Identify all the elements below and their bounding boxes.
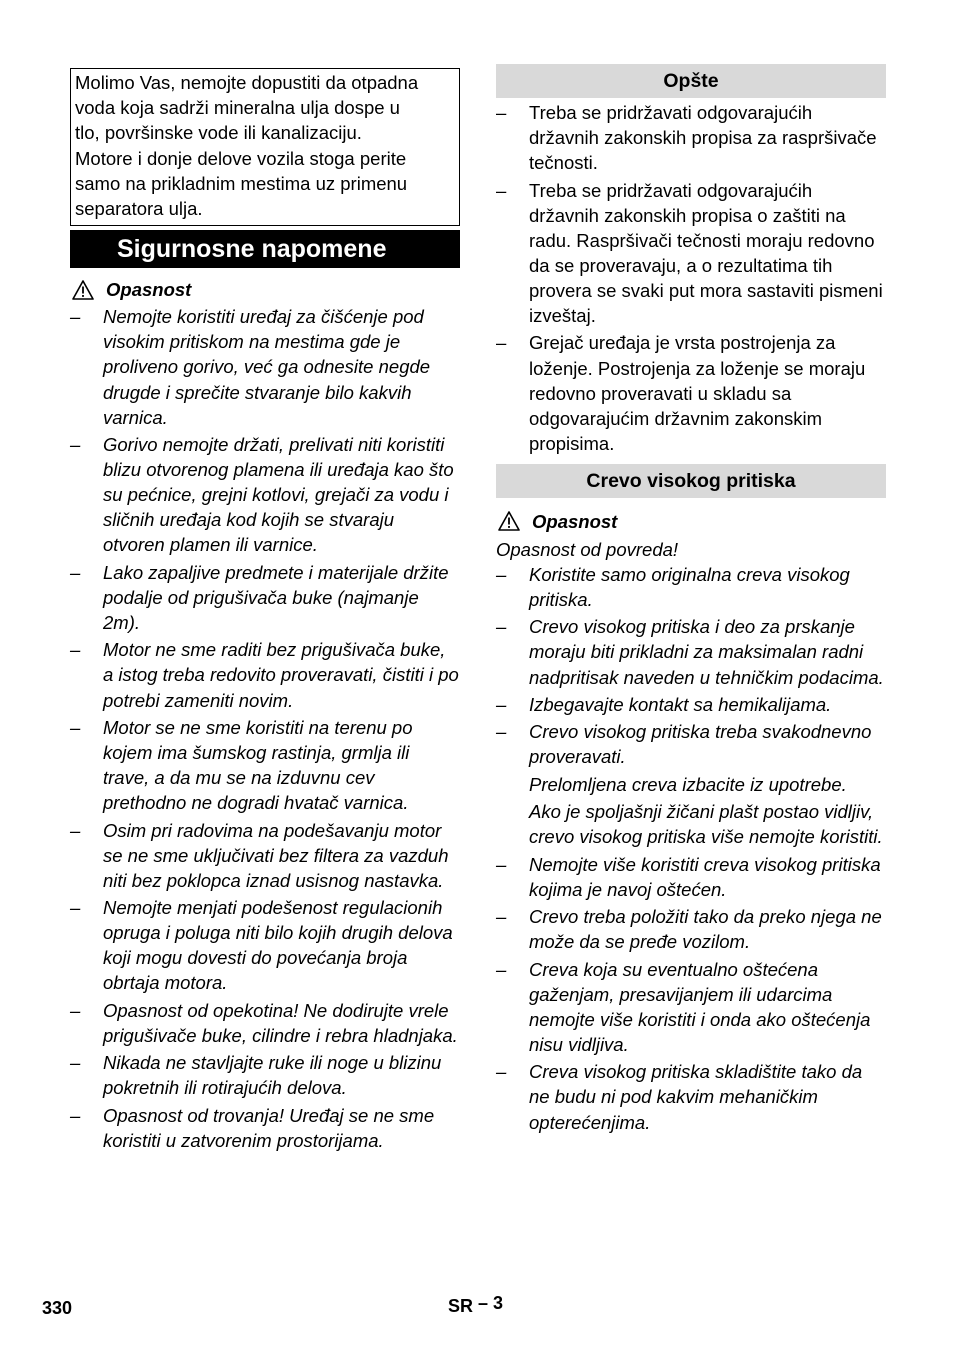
- safety-section-title: Sigurnosne napomene: [70, 230, 460, 268]
- environment-notice-box: [70, 68, 460, 226]
- danger-label: Opasnost: [532, 510, 618, 532]
- language-page-label: [448, 1293, 504, 1317]
- continuation-paragraph: Prelomljena creva izbacite iz upotrebe.: [529, 773, 847, 795]
- danger-text: Opasnost od povreda!: [496, 538, 679, 560]
- continuation-paragraph: Ako je spoljašnji žičani plašt postao vidljiv, crevo visokog pritiska više nemojte koristiti.: [529, 801, 883, 848]
- notice-line: voda koja sadrži mineralna ulja dospe u: [75, 97, 400, 119]
- list-item: – Crevo visokog pritiska i deo za prskanje moraju biti prikladni za maksimalan radni nadpritisak naveden u tehničkim podacima.: [496, 616, 884, 688]
- list-item: – Opasnost od opekotina! Ne dodirujte vrele prigušivače buke, cilindre i rebra hladnjaka.: [70, 999, 458, 1046]
- hose-section-title: Crevo visokog pritiska: [496, 464, 886, 498]
- list-item: – Motor ne sme raditi bez prigušivača buke, a istog treba redovito proveravati, čistiti i po potrebi zameniti novim.: [70, 639, 459, 711]
- notice-line: samo na prikladnim mestima uz primenu: [75, 172, 408, 194]
- warning-triangle-icon: [498, 511, 520, 531]
- right-column: [496, 64, 886, 1137]
- hose-list: [496, 562, 886, 770]
- list-item: – Creva koja su eventualno oštećena gaženjam, presavijanjem ili udarcima nemojte više koristiti i onda ako oštećenja nisu vidljiva.: [496, 958, 871, 1055]
- notice-line: Molimo Vas, nemojte dopustiti da otpadna: [75, 72, 419, 93]
- safety-list: [70, 304, 460, 1153]
- danger-heading: [496, 509, 886, 534]
- page-number: 330: [42, 1298, 73, 1318]
- list-item: – Osim pri radovima na podešavanju motor se ne sme uključivati bez filtera za vazduh niti bez poklopca iznad usisnog nastavka.: [70, 819, 449, 891]
- list-item: – Nemojte koristiti uređaj za čišćenje pod visokim pritiskom na mestima gde je proliveno gorivo, već ga odnesite negde drugde i sprečite stvaranje bilo kakvih varnica.: [70, 306, 431, 428]
- list-item: – Creva visokog pritiska skladištite tako da ne budu ni pod kakvim mehaničkim opterećenjima.: [496, 1061, 863, 1133]
- list-item: – Koristite samo originalna creva visokog pritiska.: [496, 563, 850, 610]
- notice-line: separatora ulja.: [75, 198, 203, 220]
- list-item: – Grejač uređaja je vrsta postrojenja za loženje. Postrojenja za loženje se moraju redovno proveravati u skladu sa odgovarajućim državnim zakonskim propisima.: [496, 332, 866, 454]
- warning-triangle-icon: [72, 280, 94, 300]
- list-item: – Izbegavajte kontakt sa hemikalijama.: [496, 693, 832, 715]
- general-list: [496, 100, 886, 456]
- list-item: – Crevo visokog pritiska treba svakodnevno proveravati.: [496, 721, 872, 768]
- notice-line: Motore i donje delove vozila stoga perite: [75, 147, 407, 169]
- danger-label: Opasnost: [106, 279, 192, 301]
- danger-heading: [70, 277, 460, 302]
- section-page: – 3: [478, 1293, 504, 1313]
- list-item: – Gorivo nemojte držati, prelivati niti koristiti blizu otvorenog plamena ili uređaja kao što su pećnice, grejni kotlovi, grejači za vodu i sličnih uređaja kod kojih se stvaraju otvoren plamen ili varnice.: [70, 433, 454, 556]
- list-item: – Nemojte više koristiti creva visokog pritiska kojima je navoj oštećen.: [496, 853, 881, 900]
- list-item: – Nikada ne stavljajte ruke ili noge u blizinu pokretnih ili rotirajućih delova.: [70, 1052, 442, 1099]
- notice-line: tlo, površinske vode ili kanalizaciju.: [75, 122, 362, 144]
- hose-list-continued: [496, 852, 886, 1135]
- list-item: – Lako zapaljive predmete i materijale držite podalje od prigušivača buke (najmanje 2m).: [70, 561, 449, 633]
- list-item: – Nemojte menjati podešenost regulacionih opruga i poluga niti bilo kojih drugih delova koji mogu dovesti do povećanja broja obrtaja motora.: [70, 897, 453, 994]
- list-item: – Motor se ne sme koristiti na terenu po kojem ima šumskog rastinja, grmlja ili trave, a da mu se na izduvnu cev prethodno ne dogradi hvatač varnica.: [70, 716, 413, 814]
- general-section-title: Opšte: [496, 64, 886, 98]
- list-item: – Opasnost od trovanja! Uređaj se ne sme koristiti u zatvorenim prostorijama.: [70, 1104, 435, 1151]
- list-item: – Treba se pridržavati odgovarajućih državnih zakonskih propisa za raspršivače tečnosti.: [496, 102, 877, 174]
- list-item: – Crevo treba položiti tako da preko njega ne može da se pređe vozilom.: [496, 906, 882, 953]
- left-column: [70, 68, 460, 1155]
- list-item: – Treba se pridržavati odgovarajućih državnih zakonskih propisa o zaštiti na radu. Raspršivači tečnosti moraju redovno da se proveravaju, a o rezultatima tih provera se svaki put mora sastaviti pismeni izveštaj.: [496, 179, 883, 327]
- language-code: SR: [448, 1296, 474, 1316]
